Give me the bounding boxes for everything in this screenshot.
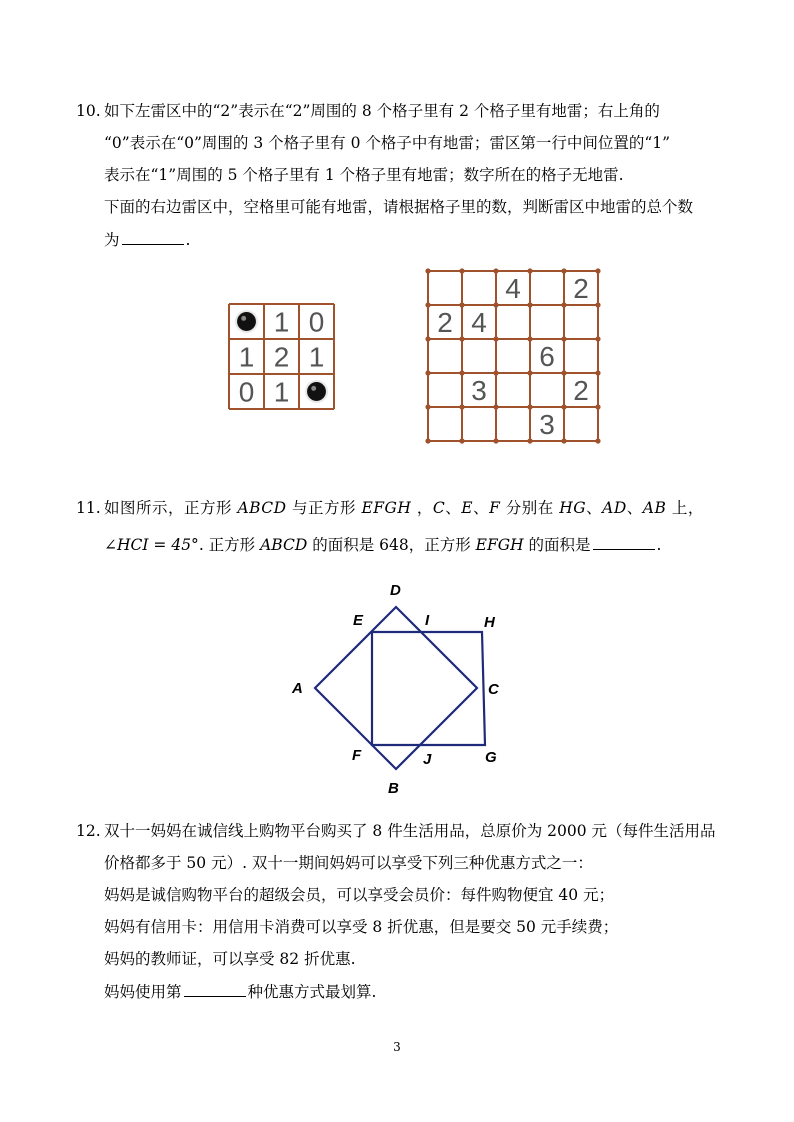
left-grid-cell-number: 0 <box>308 306 325 338</box>
q12-line4: 妈妈有信用卡：用信用卡消费可以享受 8 折优惠，但是要交 50 元手续费； <box>104 918 619 936</box>
right-grid-cell-number: 2 <box>437 307 453 339</box>
label-h: H <box>484 614 495 631</box>
q12-line3: 妈妈是诚信购物平台的超级会员，可以享受会员价：每件购物便宜 40 元； <box>104 886 615 904</box>
label-i: I <box>425 612 430 629</box>
left-grid-cell-number: 1 <box>238 341 255 373</box>
mine-icon <box>305 380 328 403</box>
q10-line3: 表示在“1”周围的 5 个格子里有 1 个格子里有地雷；数字所在的格子无地雷. <box>104 166 624 184</box>
q10-line4: 下面的右边雷区中，空格里可能有地雷，请根据格子里的数，判断雷区中地雷的总个数 <box>104 198 694 216</box>
label-c: C <box>488 681 499 698</box>
mine-icon <box>235 310 258 333</box>
label-e: E <box>353 612 364 629</box>
q12-line2: 价格都多于 50 元）. 双十一期间妈妈可以享受下列三种优惠方式之一： <box>104 854 593 872</box>
left-grid-cell-number: 1 <box>273 306 290 338</box>
square-efgh <box>372 632 485 745</box>
q10-number: 10. <box>76 102 101 120</box>
right-grid-cell-number: 2 <box>573 273 589 305</box>
q10-line5-pre: 为 <box>104 231 120 249</box>
left-grid-cell-number: 1 <box>273 376 290 408</box>
q12-line1: 双十一妈妈在诚信线上购物平台购买了 8 件生活用品，总原价为 2000 元（每件生活用品 <box>104 822 716 840</box>
right-grid-cell-number: 3 <box>471 375 487 407</box>
label-f: F <box>352 747 362 764</box>
angle-expression: ∠HCI = 45° <box>104 536 199 554</box>
q11-line2: ∠HCI = 45°. 正方形 ABCD 的面积是 648，正方形 EFGH 的面积是 . <box>104 533 661 556</box>
label-g: G <box>485 749 497 766</box>
right-grid-cell-number: 4 <box>505 273 521 305</box>
q10-line1: 如下左雷区中的“2”表示在“2”周围的 8 个格子里有 2 个格子里有地雷；右上角的 <box>104 102 660 120</box>
q12-answer-blank[interactable] <box>184 980 246 997</box>
label-a: A <box>292 680 303 697</box>
q12-line6: 妈妈使用第 种优惠方式最划算. <box>104 980 376 1003</box>
squares-geometry-figure <box>280 578 510 803</box>
left-grid-cell-number: 2 <box>273 341 290 373</box>
left-grid-cell-number: 1 <box>308 341 325 373</box>
page-number: 3 <box>393 1040 401 1054</box>
q11-line1: 如图所示，正方形 ABCD 与正方形 EFGH ，C、E、F 分别在 HG、AD、AB 上， <box>104 499 704 517</box>
right-grid-cell-number: 3 <box>539 409 555 441</box>
label-j: J <box>423 751 432 768</box>
q10-answer-blank[interactable] <box>122 228 184 245</box>
q11-number: 11. <box>76 499 101 517</box>
right-grid-cell-number: 4 <box>471 307 487 339</box>
minesweeper-left-grid <box>226 300 338 410</box>
right-grid-cell-number: 2 <box>573 375 589 407</box>
label-d: D <box>390 582 401 599</box>
left-grid-cell-number: 0 <box>238 376 255 408</box>
q11-answer-blank[interactable] <box>593 533 655 550</box>
q12-line5: 妈妈的教师证，可以享受 82 折优惠. <box>104 950 356 968</box>
q10-line2: “0”表示在“0”周围的 3 个格子里有 0 个格子中有地雷；雷区第一行中间位置的“1” <box>104 134 671 152</box>
q10-line5-post: . <box>185 231 191 249</box>
right-grid-cell-number: 6 <box>539 341 555 373</box>
minesweeper-right-grid <box>423 266 603 446</box>
q10-line5 <box>104 228 190 251</box>
label-b: B <box>388 780 399 797</box>
q12-number: 12. <box>76 822 101 840</box>
